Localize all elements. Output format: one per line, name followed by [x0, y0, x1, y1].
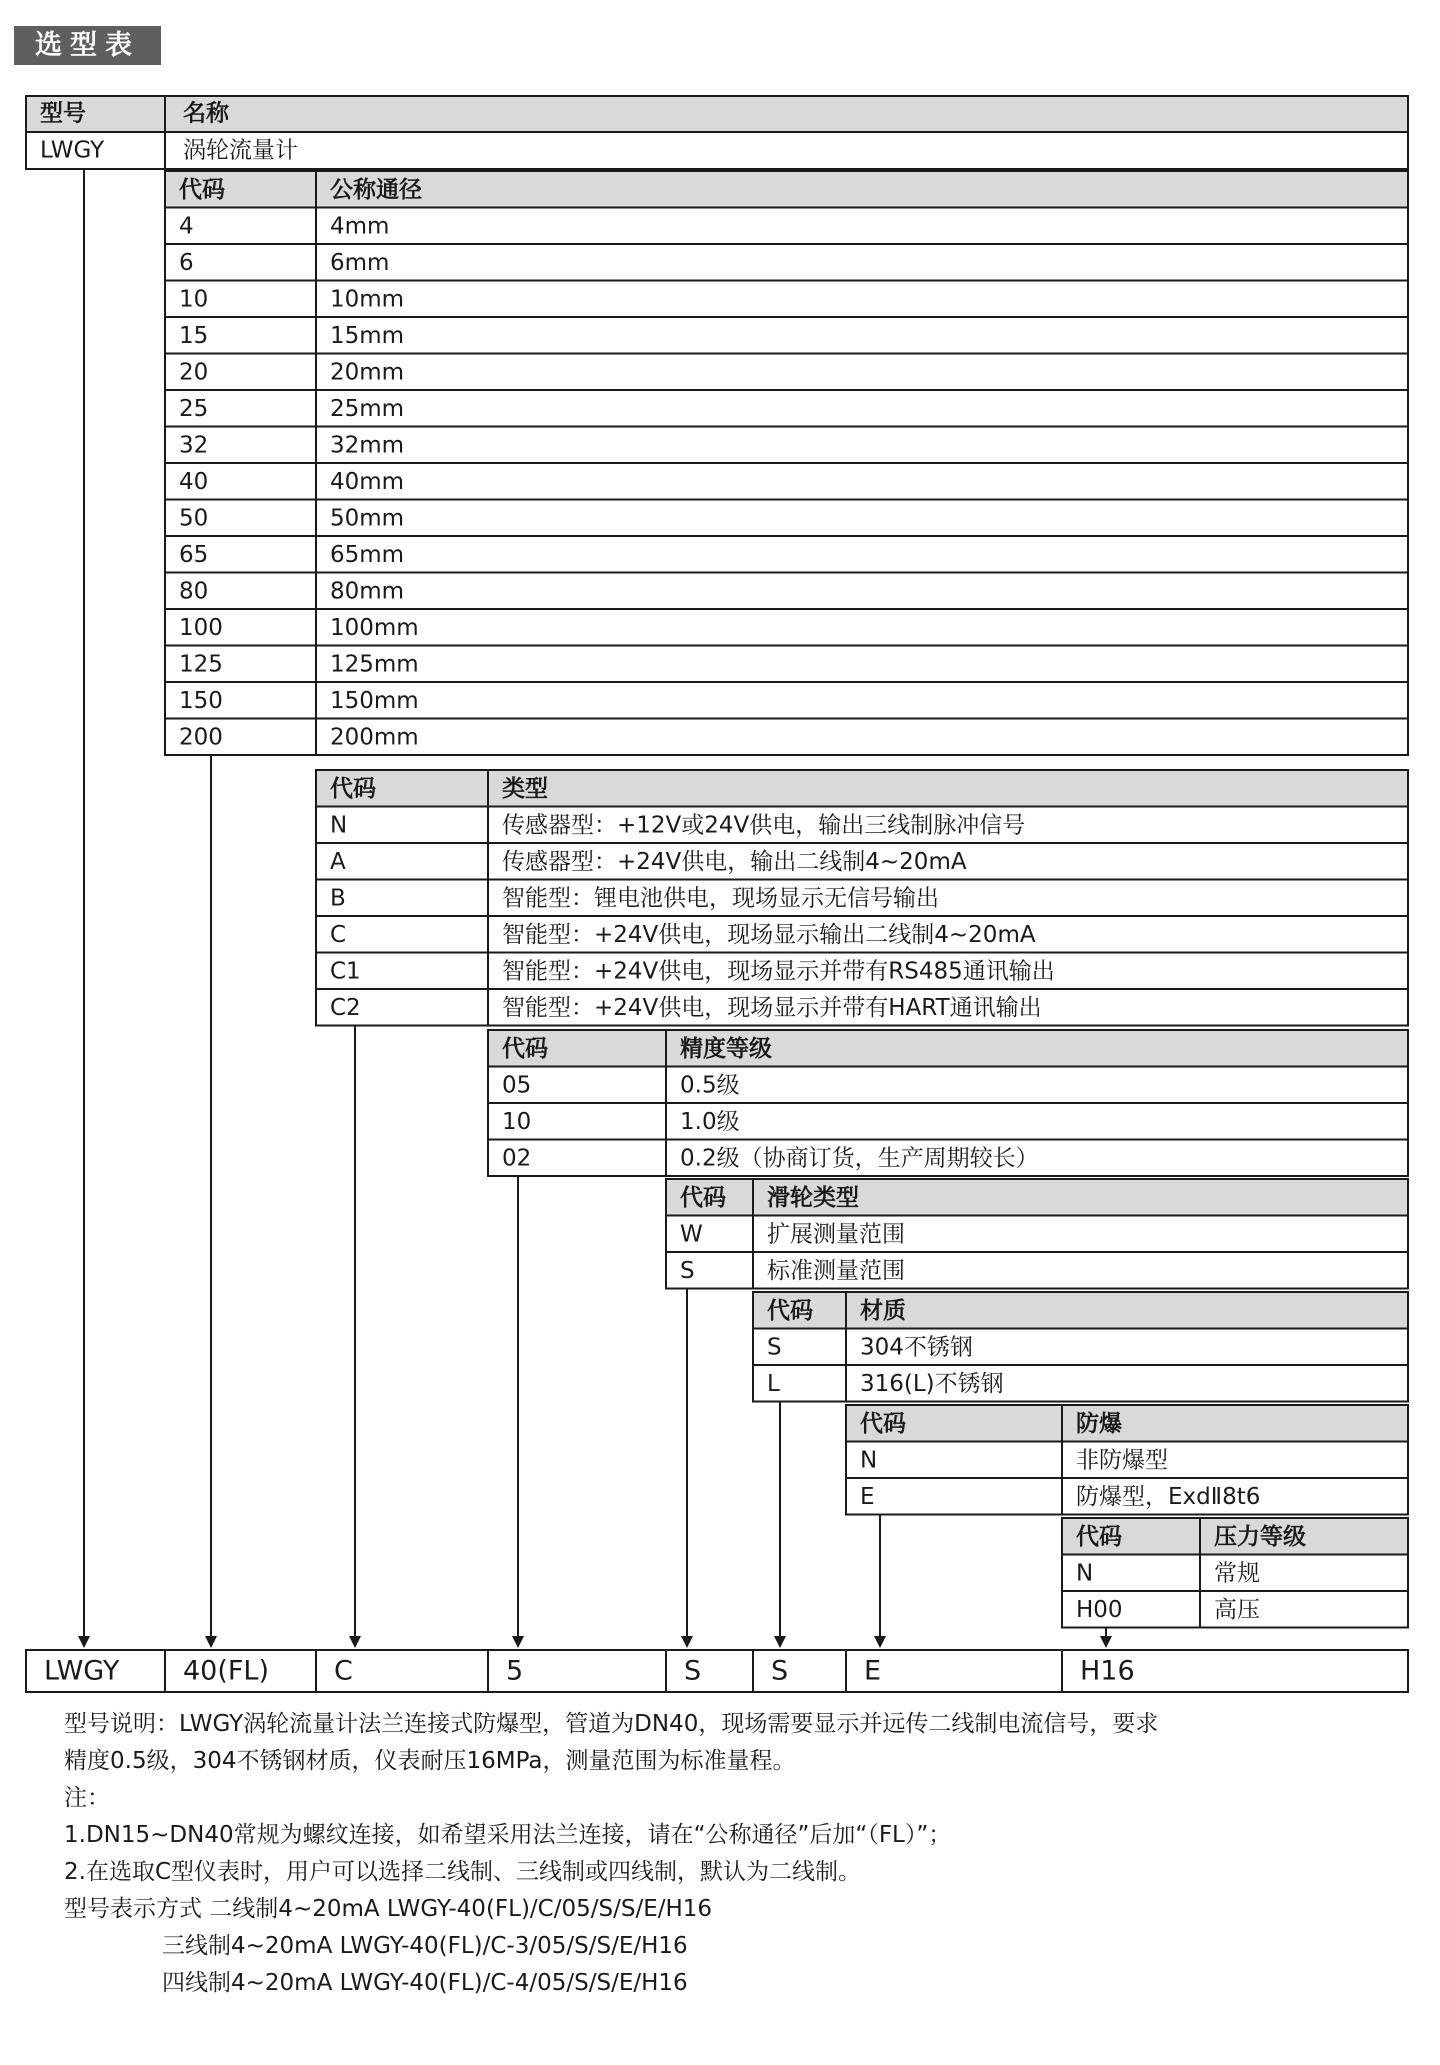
code-cell: 4	[179, 213, 194, 240]
value-cell: 125mm	[330, 651, 419, 678]
code-cell: 25	[179, 395, 209, 422]
note-line: 四线制4~20mA LWGY-40(FL)/C-4/05/S/S/E/H16	[162, 1970, 688, 1996]
code-cell: N	[1076, 1560, 1094, 1587]
code-cell: C2	[330, 994, 361, 1021]
code-header-label: 代码	[767, 1297, 813, 1324]
model-name-cell: 涡轮流量计	[183, 137, 298, 164]
value-cell: 316(L)不锈钢	[860, 1370, 1004, 1397]
table-row	[488, 1067, 1408, 1104]
result-cell: S	[771, 1655, 789, 1687]
code-cell: 40	[179, 468, 209, 495]
value-cell: 扩展测量范围	[767, 1221, 905, 1248]
table-row	[753, 1329, 1408, 1366]
value-cell: 200mm	[330, 724, 419, 751]
value-cell: 32mm	[330, 432, 405, 459]
note-line: 精度0.5级，304不锈钢材质，仪表耐压16MPa，测量范围为标准量程。	[64, 1748, 796, 1774]
value-cell: 150mm	[330, 687, 419, 714]
code-cell: B	[330, 885, 346, 912]
model-header-label: 型号	[40, 100, 86, 127]
note-line: 型号表示方式 二线制4~20mA LWGY-40(FL)/C/05/S/S/E/H16	[64, 1896, 713, 1922]
code-cell: S	[767, 1334, 782, 1361]
value-cell: 传感器型：+12V或24V供电，输出三线制脉冲信号	[502, 812, 1026, 839]
code-cell: N	[330, 812, 348, 839]
model-code-cell: LWGY	[40, 137, 105, 164]
section-header-type	[316, 770, 1408, 807]
value-cell: 1.0级	[680, 1108, 740, 1135]
value-cell: 智能型：+24V供电，现场显示并带有RS485通讯输出	[502, 958, 1055, 985]
section-header-label: 类型	[502, 775, 548, 802]
section-header-label: 精度等级	[680, 1035, 772, 1062]
value-cell: 高压	[1214, 1596, 1260, 1623]
code-header-label: 代码	[860, 1410, 906, 1437]
value-cell: 80mm	[330, 578, 405, 605]
value-cell: 40mm	[330, 468, 405, 495]
result-cell: 5	[506, 1655, 524, 1687]
code-cell: 200	[179, 724, 223, 751]
result-cell: S	[684, 1655, 702, 1687]
code-cell: 32	[179, 432, 209, 459]
code-cell: S	[680, 1257, 695, 1284]
value-cell: 智能型：+24V供电，现场显示并带有HART通讯输出	[502, 994, 1042, 1021]
section-header-accuracy	[488, 1030, 1408, 1067]
note-line: 注：	[64, 1785, 110, 1811]
value-cell: 传感器型：+24V供电，输出二线制4~20mA	[502, 848, 967, 875]
code-cell: C1	[330, 958, 361, 985]
result-cell: 40(FL)	[183, 1655, 269, 1687]
value-cell: 10mm	[330, 286, 405, 313]
result-cell: LWGY	[44, 1655, 120, 1687]
code-header-label: 代码	[179, 176, 225, 203]
code-cell: E	[860, 1483, 875, 1510]
arrow-head	[78, 1636, 90, 1648]
code-cell: 50	[179, 505, 209, 532]
section-header-explosion	[846, 1405, 1408, 1442]
value-cell: 标准测量范围	[767, 1257, 905, 1284]
arrow-head	[512, 1636, 524, 1648]
code-cell: N	[860, 1447, 878, 1474]
arrow-head	[349, 1636, 361, 1648]
value-cell: 20mm	[330, 359, 405, 386]
arrow-head	[774, 1636, 786, 1648]
code-cell: 125	[179, 651, 223, 678]
section-header-label: 防爆	[1076, 1410, 1122, 1437]
value-cell: 6mm	[330, 249, 390, 276]
code-cell: 02	[502, 1145, 532, 1172]
code-header-label: 代码	[680, 1184, 726, 1211]
section-header-label: 公称通径	[330, 176, 422, 203]
result-cell: H16	[1080, 1655, 1135, 1687]
value-cell: 4mm	[330, 213, 390, 240]
note-line: 2.在选取C型仪表时，用户可以选择二线制、三线制或四线制，默认为二线制。	[64, 1859, 862, 1885]
code-header-label: 代码	[1076, 1523, 1122, 1550]
note-line: 型号说明：LWGY涡轮流量计法兰连接式防爆型，管道为DN40，现场需要显示并远传二线制电流信号，要求	[64, 1711, 1159, 1737]
code-cell: 15	[179, 322, 209, 349]
section-header-label: 压力等级	[1214, 1523, 1306, 1550]
value-cell: 智能型：锂电池供电，现场显示无信号输出	[502, 885, 939, 912]
value-cell: 50mm	[330, 505, 405, 532]
code-cell: C	[330, 921, 347, 948]
notes-block	[64, 1706, 1404, 2002]
arrow-head	[205, 1636, 217, 1648]
note-line: 三线制4~20mA LWGY-40(FL)/C-3/05/S/S/E/H16	[162, 1933, 688, 1959]
section-header-material	[753, 1292, 1408, 1329]
code-header-label: 代码	[502, 1035, 548, 1062]
arrow-head	[874, 1636, 886, 1648]
result-cell: C	[334, 1655, 353, 1687]
code-cell: 10	[502, 1108, 532, 1135]
model-header-row	[26, 96, 1408, 132]
page-title: 选型表	[14, 26, 161, 65]
value-cell: 0.5级	[680, 1072, 740, 1099]
code-cell: L	[767, 1370, 780, 1397]
value-cell: 15mm	[330, 322, 405, 349]
code-cell: H00	[1076, 1596, 1123, 1623]
section-header-label: 滑轮类型	[767, 1184, 859, 1211]
code-cell: 05	[502, 1072, 532, 1099]
name-header-label: 名称	[183, 100, 229, 127]
code-cell: 100	[179, 614, 223, 641]
value-cell: 非防爆型	[1076, 1447, 1168, 1474]
value-cell: 100mm	[330, 614, 419, 641]
value-cell: 防爆型，ExdⅡ8t6	[1076, 1483, 1261, 1510]
code-cell: 20	[179, 359, 209, 386]
note-line: 1.DN15~DN40常规为螺纹连接，如希望采用法兰连接，请在“公称通径”后加“（FL）”；	[64, 1822, 952, 1848]
arrow-head	[681, 1636, 693, 1648]
code-cell: 10	[179, 286, 209, 313]
result-cell: E	[864, 1655, 882, 1687]
code-cell: 65	[179, 541, 209, 568]
code-cell: W	[680, 1221, 703, 1248]
section-header-label: 材质	[860, 1297, 906, 1324]
value-cell: 常规	[1214, 1560, 1260, 1587]
code-cell: 6	[179, 249, 194, 276]
table-row	[753, 1365, 1408, 1402]
value-cell: 智能型：+24V供电，现场显示输出二线制4~20mA	[502, 921, 1036, 948]
table-row	[488, 1103, 1408, 1140]
code-cell: 80	[179, 578, 209, 605]
value-cell: 304不锈钢	[860, 1334, 973, 1361]
value-cell: 25mm	[330, 395, 405, 422]
value-cell: 0.2级（协商订货，生产周期较长）	[680, 1145, 1039, 1172]
value-cell: 65mm	[330, 541, 405, 568]
arrow-head	[1100, 1636, 1112, 1648]
code-cell: A	[330, 848, 346, 875]
code-cell: 150	[179, 687, 223, 714]
code-header-label: 代码	[330, 775, 376, 802]
